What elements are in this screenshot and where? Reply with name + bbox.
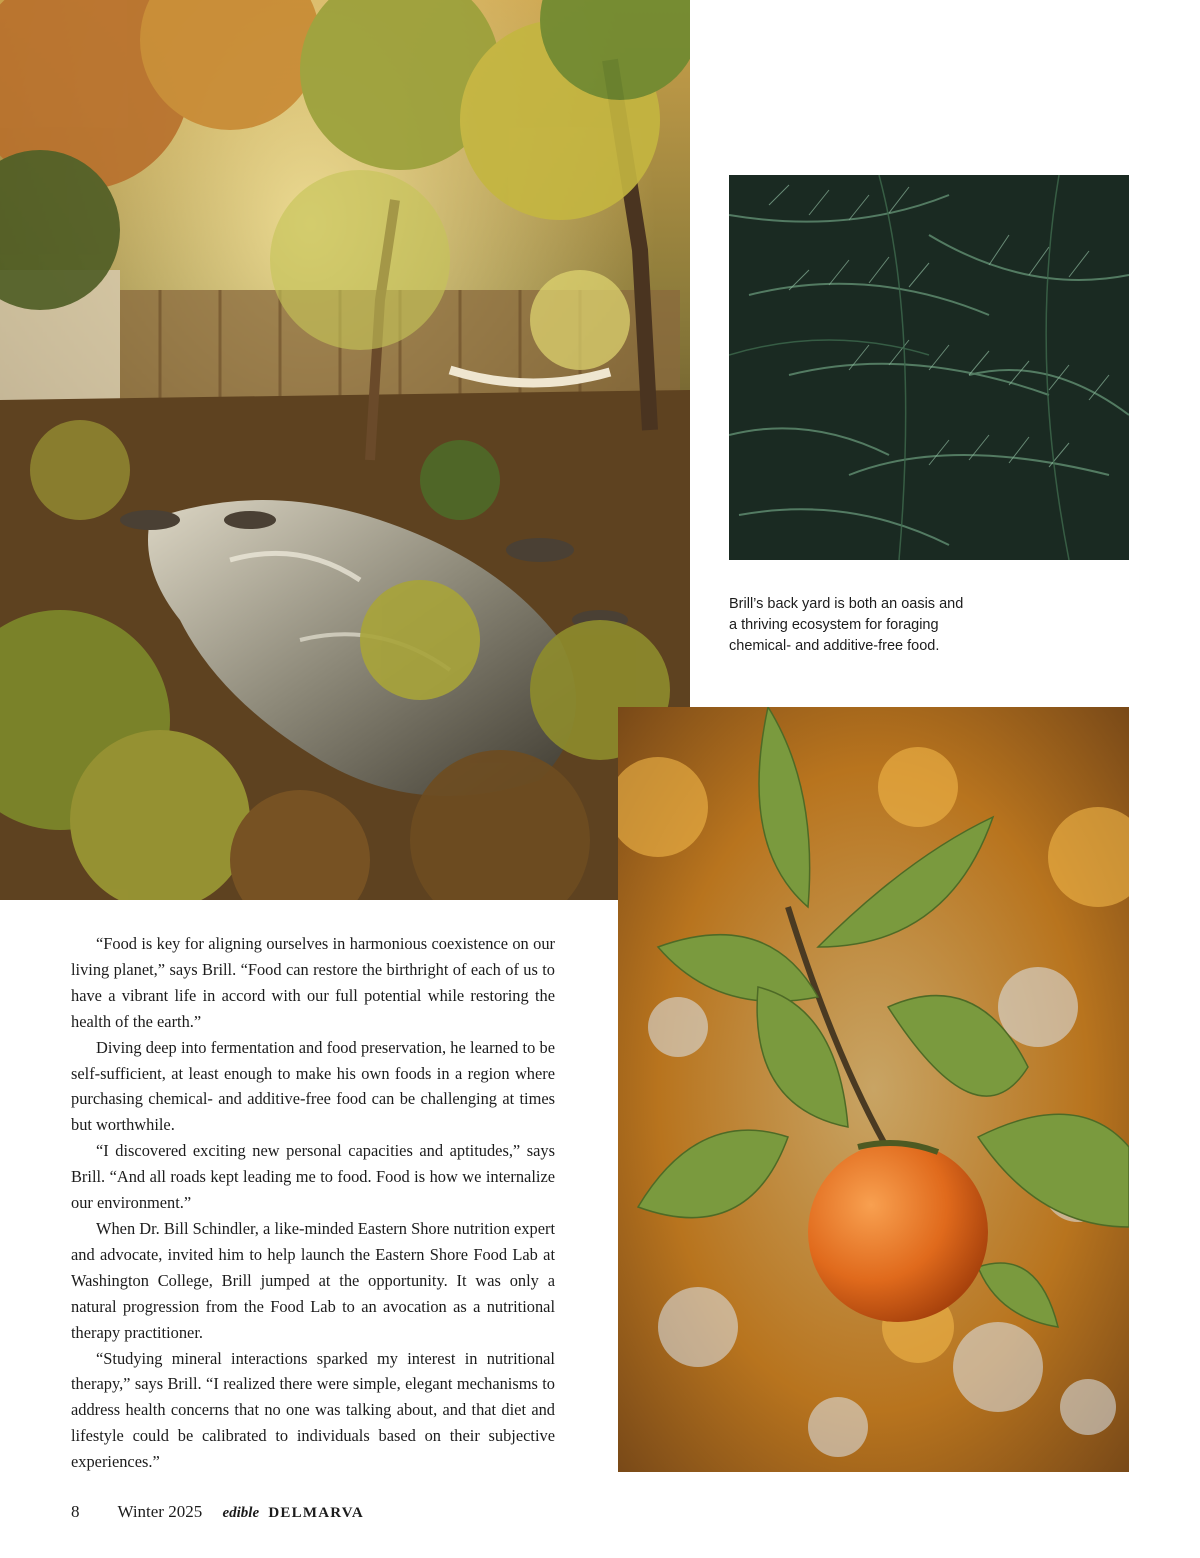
- article-paragraph: When Dr. Bill Schindler, a like-minded Eastern Shore nutrition expert and advocate, invited him to help launch the Eastern Shore Food Lab at Washington College, Brill jumped at the opportunity. It was only a natural progression from the Food Lab to an avocation as a nutritional therapy practitioner.: [71, 1218, 555, 1342]
- garden-pond-photo: [0, 0, 690, 900]
- brand-name: DELMARVA: [268, 1505, 364, 1521]
- page-number: 8: [71, 1502, 80, 1521]
- article-paragraph: “Studying mineral interactions sparked my interest in nutritional therapy,” says Brill. “I realized there were simple, elegant mechanisms to address health concerns that no one was talking about, and that diet and lifestyle could be calibrated to individuals based on their subjective experiences.”: [71, 1348, 555, 1472]
- brand-prefix: edible: [222, 1505, 260, 1521]
- article-body: [71, 931, 555, 1475]
- caption-line: chemical- and additive-free food.: [729, 638, 940, 654]
- fennel-foliage-photo: [729, 175, 1129, 560]
- photo-caption: [729, 594, 989, 657]
- persimmon-fruit-photo: [618, 707, 1129, 1472]
- article-paragraph: “Food is key for aligning ourselves in harmonious coexistence on our living planet,” says Brill. “Food can restore the birthright of each of us to have a vibrant life in accord with our full potential while restoring the health of the earth.”: [71, 934, 555, 1031]
- caption-line: a thriving ecosystem for foraging: [729, 617, 939, 633]
- article-paragraph: “I discovered exciting new personal capacities and aptitudes,” says Brill. “And all roads kept leading me to food. Food is how we internalize our environment.”: [71, 1141, 555, 1213]
- page-footer: [71, 1502, 364, 1522]
- issue-label: Winter 2025: [117, 1502, 203, 1521]
- caption-line: Brill’s back yard is both an oasis and: [729, 596, 964, 612]
- article-paragraph: Diving deep into fermentation and food preservation, he learned to be self-sufficient, at least enough to make his own foods in a region where purchasing chemical- and additive-free food can be challenging at times but worthwhile.: [71, 1037, 555, 1135]
